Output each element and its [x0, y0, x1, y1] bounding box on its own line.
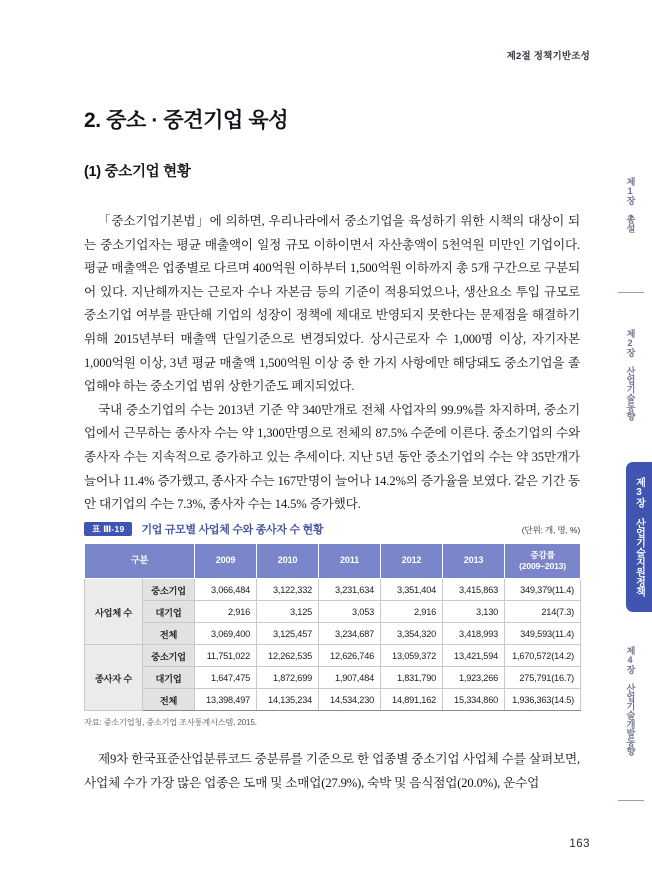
table-cell: 3,125	[257, 601, 319, 623]
row-label: 전체	[143, 689, 195, 711]
table-body	[85, 579, 581, 711]
sidebar-item-label: 제2장 산업기술동향	[625, 329, 635, 421]
sidebar-item-chapter-1[interactable]	[608, 172, 652, 238]
sidebar-item-label: 제1장 총설	[625, 177, 635, 233]
table-cell: 3,231,634	[319, 579, 381, 601]
table-number-badge: 표 Ⅲ-19	[84, 522, 132, 537]
table-caption-row	[84, 521, 580, 537]
row-label: 중소기업	[143, 579, 195, 601]
table-cell: 349,593(11.4)	[505, 623, 581, 645]
table-cell: 1,907,484	[319, 667, 381, 689]
table-cell: 11,751,022	[195, 645, 257, 667]
table-cell: 14,891,162	[381, 689, 443, 711]
row-label: 대기업	[143, 667, 195, 689]
table-unit-note: (단위: 개, 명, %)	[521, 525, 580, 535]
table-source-note: 자료: 중소기업청, 중소기업 조사통계시스템, 2015.	[84, 718, 257, 727]
body-text-top	[84, 210, 580, 517]
page-number: 163	[569, 838, 590, 850]
table-cell: 3,234,687	[319, 623, 381, 645]
subsection-title: (1) 중소기업 현황	[84, 164, 191, 180]
table-cell: 275,791(16.7)	[505, 667, 581, 689]
table-cell: 1,831,790	[381, 667, 443, 689]
paragraph: 「중소기업기본법」에 의하면, 우리나라에서 중소기업을 육성하기 위한 시책의 대상이 되는 중소기업자는 평균 매출액이 일정 규모 이하이면서 자산총액이 5천억원 미만인 기업이다. 평균 매출액은 업종별로 다르며 400억원 이하부터 1,500억원 이하까지 총 5개 구간으로 구분되어 있다. 지난해까지는 근로자 수나 자본금 등의 기준이 적용되었으나, 생산요소 투입 규모로 중소기업 여부를 판단해 기업의 성장이 정책에 제대로 반영되지 못한다는 문제점을 해결하기 위해 2015년부터 매출액 단일기준으로 변경되었다. 상시근로자 수 1,000명 이상, 자기자본 1,000억원 이상, 3년 평균 매출액 1,500억원 이상 중 한 가지 사항에만 해당돼도 중소기업을 졸업해야 하는 중소기업 범위 상한기준도 폐지되었다.	[84, 214, 580, 394]
change-rate-period: (2009~2013)	[519, 561, 566, 571]
sidebar-item-chapter-4[interactable]	[608, 640, 652, 762]
column-header-category: 구분	[85, 544, 195, 579]
table-cell: 3,066,484	[195, 579, 257, 601]
table-header	[85, 544, 581, 579]
paragraph: 제9차 한국표준산업분류코드 중분류를 기준으로 한 업종별 중소기업 사업체 수를 살펴보면, 사업체 수가 가장 많은 업종은 도매 및 소매업(27.9%), 숙박 및 음식점업(20.0%), 운수업	[84, 752, 580, 790]
table-cell: 13,398,497	[195, 689, 257, 711]
table-cell: 14,534,230	[319, 689, 381, 711]
table-row	[85, 601, 581, 623]
sidebar-item-label: 제4장 산업기술개발동향	[625, 646, 635, 756]
page-title: 2. 중소 · 중견기업 육성	[84, 109, 289, 132]
column-header-2010: 2010	[257, 544, 319, 579]
column-header-2011: 2011	[319, 544, 381, 579]
table-cell: 3,125,457	[257, 623, 319, 645]
sidebar-item-label: 제3장 산업기술지원정책	[633, 477, 645, 597]
row-group-label: 종사자 수	[85, 645, 143, 711]
table-row	[85, 689, 581, 711]
table-cell: 3,354,320	[381, 623, 443, 645]
table-cell: 214(7.3)	[505, 601, 581, 623]
table-row	[85, 623, 581, 645]
table-cell: 1,936,363(14.5)	[505, 689, 581, 711]
table-row	[85, 579, 581, 601]
sidebar-item-chapter-3[interactable]	[626, 462, 652, 612]
table-header-row	[85, 544, 581, 579]
table-cell: 3,053	[319, 601, 381, 623]
tab-divider	[618, 800, 644, 801]
table-cell: 12,626,746	[319, 645, 381, 667]
table-cell: 3,069,400	[195, 623, 257, 645]
running-header: 제2절 정책기반조성	[506, 51, 590, 62]
table-cell: 14,135,234	[257, 689, 319, 711]
column-header-2012: 2012	[381, 544, 443, 579]
table-figure	[84, 521, 580, 728]
table-cell: 15,334,860	[443, 689, 505, 711]
table-cell: 13,421,594	[443, 645, 505, 667]
table-cell: 1,647,475	[195, 667, 257, 689]
change-rate-label: 증감률	[530, 549, 555, 560]
column-header-2009: 2009	[195, 544, 257, 579]
table-cell: 2,916	[381, 601, 443, 623]
table-caption-left	[84, 521, 323, 537]
table-row	[85, 645, 581, 667]
table-cell: 1,872,699	[257, 667, 319, 689]
row-label: 대기업	[143, 601, 195, 623]
tab-divider	[618, 292, 644, 293]
row-group-label: 사업체 수	[85, 579, 143, 645]
body-text-bottom	[84, 748, 580, 795]
table-row	[85, 667, 581, 689]
table-cell: 3,122,332	[257, 579, 319, 601]
table-cell: 1,923,266	[443, 667, 505, 689]
table-cell: 2,916	[195, 601, 257, 623]
table-cell: 3,418,993	[443, 623, 505, 645]
table-title: 기업 규모별 사업체 수와 종사자 수 현황	[141, 524, 324, 536]
row-label: 전체	[143, 623, 195, 645]
table-cell: 1,670,572(14.2)	[505, 645, 581, 667]
column-header-2013: 2013	[443, 544, 505, 579]
table-cell: 3,415,863	[443, 579, 505, 601]
statistics-table	[84, 543, 581, 711]
column-header-change-rate	[505, 544, 581, 579]
table-cell: 3,351,404	[381, 579, 443, 601]
table-cell: 12,262,535	[257, 645, 319, 667]
row-label: 중소기업	[143, 645, 195, 667]
sidebar-item-chapter-2[interactable]	[608, 322, 652, 428]
table-cell: 13,059,372	[381, 645, 443, 667]
chapter-tab-rail	[590, 0, 652, 892]
table-cell: 3,130	[443, 601, 505, 623]
table-cell: 349,379(11.4)	[505, 579, 581, 601]
paragraph: 국내 중소기업의 수는 2013년 기준 약 340만개로 전체 사업자의 99.9%를 차지하며, 중소기업에서 근무하는 종사자 수는 약 1,300만명으로 전체의 87.5% 수준에 이른다. 중소기업의 수와 종사자 수는 지속적으로 증가하고 있는 추세이다. 지난 5년 동안 중소기업의 수는 약 35만개가 늘어나 11.4% 증가했고, 종사자 수는 167만명이 늘어나 14.2%의 증가율을 보였다. 같은 기간 동안 대기업의 수는 7.3%, 종사자 수는 14.5% 증가했다.	[84, 402, 580, 512]
